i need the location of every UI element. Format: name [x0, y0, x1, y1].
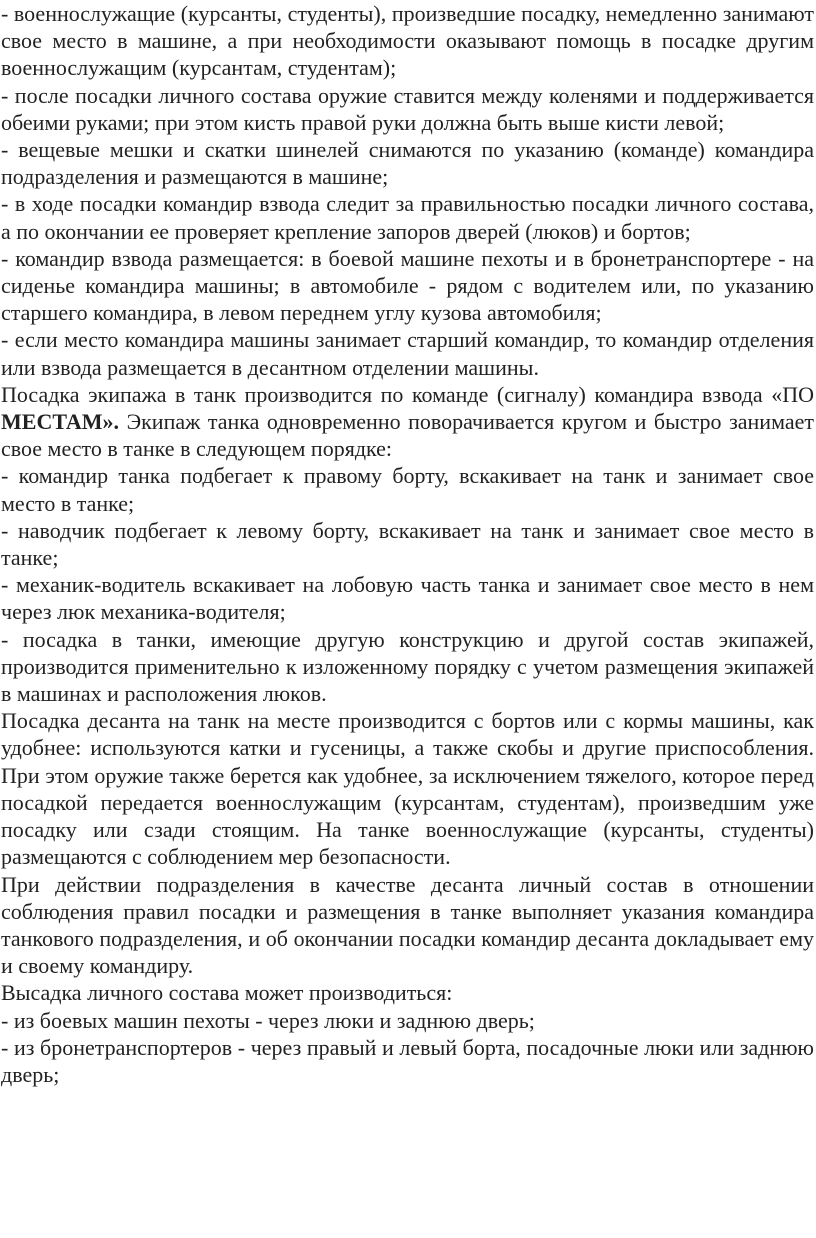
tank-command-text: МЕСТАМ». — [1, 409, 120, 435]
paragraph-dismount-apc: - из бронетранспортеров - через правый и левый борта, посадочные люки или заднюю дверь; — [1, 1034, 814, 1087]
paragraph-soldiers-take-seats: - военнослужащие (курсанты, студенты), произведшие посадку, немедленно занимают свое место в машине, а при необходимости оказывают помощь в посадке другим военнослужащим (курсантам, студентам); — [1, 1, 814, 81]
paragraph-troop-landing-on-tank: Посадка десанта на танк на месте производится с бортов или с кормы машины, как удобнее: используются катки и гусеницы, а также скобы и другие приспособления. При этом оружие также берется как удобнее, за исключением тяжелого, которое перед посадкой передается военнослужащим (курсантам, студентам), произведшим уже посадку или сзади стоящим. На танке военнослужащие (курсанты, студенты) размещаются с соблюдением мер безопасности. — [1, 708, 814, 870]
paragraph-bags-and-greatcoats: - вещевые мешки и скатки шинелей снимаются по указанию (команде) командира подразделения и размещаются в машине; — [1, 137, 814, 190]
paragraph-senior-commander-seat: - если место командира машины занимает старший командир, то командир отделения или взвода размещается в десантном отделении машины. — [1, 327, 814, 380]
paragraph-subdivision-as-landing: При действии подразделения в качестве десанта личный состав в отношении соблюдения правил посадки и размещения в танке выполняет указания командира танкового подразделения, и об окончании посадки командир десанта докладывает ему и своему командиру. — [1, 871, 814, 979]
paragraph-dismount-ifv: - из боевых машин пехоты - через люки и заднюю дверь; — [1, 1007, 535, 1033]
paragraph-driver-mechanic: - механик-водитель вскакивает на лобовую часть танка и занимает свое место в нем через люк механика-водителя; — [1, 572, 814, 625]
tank-intro-after: Экипаж танка одновременно поворачивается кругом и быстро занимает свое место в танке в следующем порядке: — [1, 409, 814, 462]
paragraph-tank-crew-intro — [1, 381, 814, 463]
paragraph-gunner: - наводчик подбегает к левому борту, вскакивает на танк и занимает свое место в танке; — [1, 517, 814, 571]
paragraph-platoon-commander-seat: - командир взвода размещается: в боевой машине пехоты и в бронетранспортере - на сиденье командира машины; в автомобиле - рядом с водителем или, по указанию старшего командира, в левом переднем углу кузова автомобиля; — [1, 245, 814, 326]
paragraph-tank-commander: - командир танка подбегает к правому борту, вскакивает на танк и занимает свое место в танке; — [1, 463, 814, 516]
tank-intro-before: Посадка экипажа в танк производится по команде (сигналу) командира взвода «ПО — [1, 381, 814, 407]
paragraph-dismount-intro: Высадка личного состава может производиться: — [1, 980, 453, 1006]
paragraph-weapon-placement: - после посадки личного состава оружие ставится между коленями и поддерживается обеими руками; при этом кисть правой руки должна быть выше кисти левой; — [1, 82, 814, 135]
paragraph-other-tanks: - посадка в танки, имеющие другую конструкцию и другой состав экипажей, производится применительно к изложенному порядку с учетом размещения экипажей в машинах и расположения люков. — [1, 626, 814, 707]
paragraph-platoon-commander-checks: - в ходе посадки командир взвода следит за правильностью посадки личного состава, а по окончании ее проверяет крепление запоров дверей (люков) и бортов; — [1, 191, 814, 244]
